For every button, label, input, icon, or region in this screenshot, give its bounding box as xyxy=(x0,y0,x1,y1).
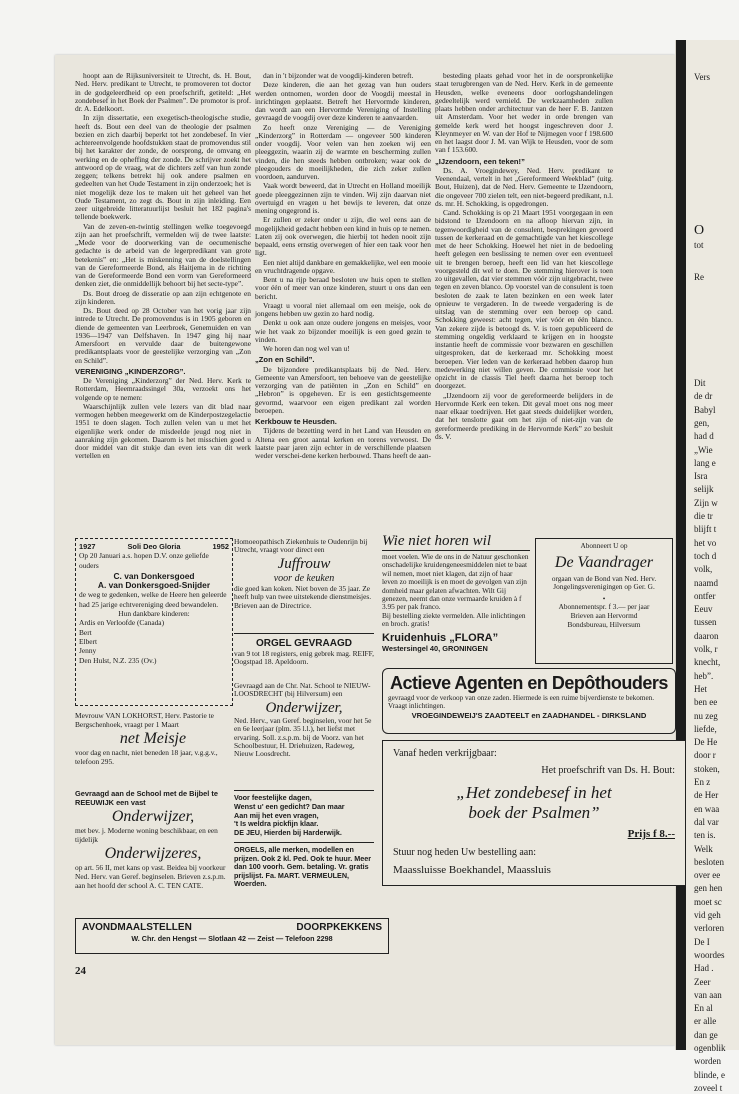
book-price: Prijs f 8.-- xyxy=(627,828,675,840)
child-name: Jenny xyxy=(79,646,97,656)
section-heading: Kerkbouw te Heusden. xyxy=(255,417,337,426)
paragraph: Ds. A. Vroegindewey, Ned. Herv. predikant te Veenendaal, vertelt in het „Gereformeerd Weekblad” (uitg. Bout, Huizen), dat de Ned. Herv. Gemeente te IJzendoorn, die ongeveer 700 zielen telt, een niet-begeerd predikant, n.l. ds. mr. H. Schokking, is opgedrongen. xyxy=(435,165,613,208)
paragraph: Vaak wordt beweerd, dat in Utrecht en Holland moeilijk goede pleeggezinnen zijn te vinden. Wij zijn daarvan niet overtuigd en vragen u het bewijs te leveren, dat onze mening ongegrond is. xyxy=(255,181,431,215)
paragraph: dan in 't bijzonder wat de voogdij-kinderen betreft. xyxy=(263,71,414,80)
paragraph: Bent u na rijp beraad besloten uw huis open te stellen voor één of meer van onze kinderen, stuurt u ons dan een bericht. xyxy=(255,275,431,301)
ad-body: ORGELS, alle merken, modellen en prijzen. Ook 2 kl. Ped. Ook te huur. Meer dan 100 voorh. Gem. betaling. Vr. gratis prijslijst. Fa. MART. VERMEULEN, Woerden. xyxy=(234,845,371,889)
paragraph: hoopt aan de Rijksuniversiteit te Utrecht, ds. H. Bout, Ned. Herv. predikant te Utrecht, te promoveren tot doctor in de godgeleerdheid op een proefschrift, getiteld: „Het zondebesef in het Boek der Psalmen”. De promotor is prof. dr. A. Edelkoort. xyxy=(75,71,251,113)
edge-text-fragment: Re xyxy=(694,272,704,282)
edge-text-fragment: tussen xyxy=(694,617,717,628)
edge-text-fragment: moet sc xyxy=(694,896,722,907)
year-start: 1927 xyxy=(79,542,96,551)
address-line: Bondsbureau, Hilversum xyxy=(567,619,641,629)
ad-intro: Abonneert U op xyxy=(580,541,628,550)
book-title-line-1: „Het zondebesef in het xyxy=(456,783,612,802)
paragraph: De bijzondere predikantsplaats bij de Ned. Herv. Gemeente van Amersfoort, ten behoeve van de geestelijke verzorging van de patiënten in „Zon en Schild” en „Hebron” is opgeheven. Er is een gestichtsgemeente gevormd, waarvoor een eigen predikant zal worden beroepen. xyxy=(255,364,431,415)
edge-text-fragment: had d xyxy=(694,431,714,442)
paragraph: We horen dan nog wel van u! xyxy=(263,344,350,353)
paragraph: Een niet altijd dankbare en gemakkelijke, wel een mooie en vruchtdragende opgave. xyxy=(255,257,431,275)
product-right: DOORPKEKKENS xyxy=(296,922,382,933)
edge-text-fragment: Had . xyxy=(694,963,714,974)
ad-orgel-gevraagd xyxy=(234,637,374,667)
ad-avondmaalstellen xyxy=(75,918,389,954)
edge-text-fragment: blinde, e xyxy=(694,1069,725,1080)
ad-title: net Meisje xyxy=(119,730,187,748)
ad-intro: Mevrouw VAN LOKHORST, Herv. Pastorie te Bergschenhoek, vraagt per 1 Maart xyxy=(75,711,214,729)
edge-text-fragment: van aan xyxy=(694,989,722,1000)
ad-line: Aan mij het even vragen, xyxy=(234,810,319,820)
edge-text-fragment: „Wie xyxy=(694,444,713,455)
edge-text-fragment: De I xyxy=(694,936,710,947)
book-title-line-2: boek der Psalmen” xyxy=(468,803,600,822)
paragraph: Er zullen er zeker onder u zijn, die wel eens aan de mogelijkheid gedacht hebben een kind in huis op te nemen. Laten zij ook overwegen, die hierbij tot heden nooit zijn bepaald, eens ernstig overwegen of hier een taak voor hen ligt. xyxy=(255,215,431,258)
child-name: Ardis en Verloofde (Canada) xyxy=(79,618,165,628)
edge-text-fragment: Eeuv xyxy=(694,604,713,615)
page-gutter-shadow xyxy=(676,40,686,1050)
ad-agenten xyxy=(382,668,676,734)
edge-text-fragment: Zeer xyxy=(694,976,711,987)
ad-net-meisje xyxy=(75,712,231,766)
section-heading: VERENIGING „KINDERZORG”. xyxy=(75,366,186,376)
section-heading: „Zon en Schild”. xyxy=(255,355,315,365)
paragraph: Ds. Bout deed op 28 October van het vorig jaar zijn intrede te Utrecht. De promovendus is in 1905 geboren en diende de gemeenten van Leerbroek, Genemuiden en van 1936—1947 van Delfshaven. In 1947 ging hij naar Amersfoort en vervulde daar de buitengewone predikantsplaats voor de geestelijke verzorging van „Zon en Schild”. xyxy=(75,306,251,365)
ad-line: Vanaf heden verkrijgbaar: xyxy=(393,748,497,759)
section-heading: „IJzendoorn, een teken!” xyxy=(435,156,525,166)
ad-body: op art. 56 II, met kans op vast. Beidea bij voorkeur Ned. Herv. van Geref. beginselen. Brieven z.s.p.m. aan het hoofd der school A. C. TEN CATE. xyxy=(75,863,226,890)
year-end: 1952 xyxy=(212,542,229,551)
couple-name-2: A. van Donkersgoed-Snijder xyxy=(97,580,211,591)
edge-text-fragment: De He xyxy=(694,737,718,748)
ad-title: ORGEL GEVRAAGD xyxy=(256,638,352,649)
paragraph: In zijn dissertatie, een exegetisch-theologische studie, heeft ds. Bout een deel van de theologie der psalmen bezien en zich daarbij beperkt tot het zondebesef. In vier achtereenvolgende hoofdstukken staat de promovendus stil bij het karakter der zonde, de oorsprong, de omvang en werking en de opheffing der zonde. De schrijver zoekt het antwoord op de vraag, wat de dichters zelf van hun zonde zeggen; telkens betrekt hij ook andere psalmen en gedeelten van het Oude Testament in zijn onderzoek; het is niet mogelijk deze los te maken uit het geheel van het Oude Testament, zo zegt ds. Bout in zijn inleiding. Een zeer uitgebreide litteratuurlijst besluit het 182 pagina's tellende boekwerk. xyxy=(75,113,251,222)
article-column-2 xyxy=(255,72,431,532)
article-column-3 xyxy=(435,72,613,532)
product-left: AVONDMAALSTELLEN xyxy=(82,922,192,933)
edge-text-fragment: Dit xyxy=(694,378,706,388)
edge-text-fragment: blijft t xyxy=(694,524,717,535)
address: Den Hulst, N.Z. 235 (Ov.) xyxy=(79,655,157,665)
edge-text-fragment: En z xyxy=(694,777,711,787)
ad-gedicht xyxy=(234,794,374,838)
ad-proefschrift xyxy=(382,740,686,886)
company-name: VROEGINDEWEIJ'S ZAADTEELT en ZAADHANDEL - DIRKSLAND xyxy=(411,710,647,720)
ad-intro: Gevraagd aan de Chr. Nat. School te NIEUW-LOOSDRECHT (bij Hilversum) een xyxy=(234,681,371,699)
paragraph: Deze kinderen, die aan het gezag van hun ouders werden ontnomen, worden door de Voogdij meestal in inrichtingen geplaatst. Betreft het Hervormde kinderen, dan wordt aan een Hervormde Vereniging of Instelling gevraagd de voogdij over deze kinderen te aanvaarden. xyxy=(255,80,431,123)
announcement-line: de weg te gedenken, welke de Heere hen geleerde had 25 jarige echtvereniging deed bewandelen. xyxy=(79,590,227,609)
edge-text-fragment: die tr xyxy=(694,511,713,521)
ad-title: De Vaandrager xyxy=(554,553,654,571)
page-number: 24 xyxy=(75,965,86,977)
paragraph: „IJzendoorn zij voor de gereformeerde belijders in de Hervormde Kerk een teken. Dit geval moet ons nog meer naar elkaar toedrijven. Het gaat steeds duidelijker worden, dat het tenslotte gaat om het zijn of niet-zijn van de gereformeerde prediking in de Hervormde Kerk” zo besluit ds. V. xyxy=(435,390,613,441)
ad-title: Actieve Agenten en Depôthouders xyxy=(390,673,668,693)
edge-text-fragment: volk, xyxy=(694,564,713,575)
article-column-1 xyxy=(75,72,251,532)
ad-title: Onderwijzer, xyxy=(265,699,343,716)
ad-title: Onderwijzeres, xyxy=(104,845,202,863)
paragraph: Vraagt u vooral niet allemaal om een meisje, ook de jongens hebben uw gezin zo hard nodig. xyxy=(255,300,431,318)
paragraph: Ds. Bout droeg de disseratie op aan zijn echtgenote en zijn kinderen. xyxy=(75,288,251,306)
edge-text-fragment: besloten xyxy=(694,856,724,867)
ad-body: die goed kan koken. Niet boven de 35 jaar. Ze heeft hulp van twee uitstekende dienstmeisjes. Brieven aan de Directrice. xyxy=(234,583,372,610)
edge-text-fragment: Het xyxy=(694,683,707,694)
edge-text-fragment: Zijn w xyxy=(694,497,718,508)
edge-text-fragment: worden xyxy=(694,1056,721,1067)
ad-anniversary xyxy=(75,538,233,706)
edge-text-fragment: er alle xyxy=(694,1016,717,1027)
edge-text-fragment: dan ge xyxy=(694,1029,718,1040)
subscription-price: Abonnementspr. f 3.— per jaar xyxy=(558,602,650,612)
edge-text-fragment: gen hen xyxy=(694,883,723,894)
ad-orgels xyxy=(234,846,374,889)
ad-body: met bev. j. Moderne woning beschikbaar, en een tijdelijk xyxy=(75,826,218,844)
edge-text-fragment: gen, xyxy=(694,417,710,428)
ad-line: Voor feestelijke dagen, xyxy=(234,793,312,802)
paragraph: Denkt u ook aan onze oudere jongens en meisjes, voor wie het vaak zo bijzonder moeilijk is een goed gezin te vinden. xyxy=(255,318,431,344)
edge-text-fragment: Babyl xyxy=(694,404,716,415)
child-name: Elbert xyxy=(79,636,98,646)
edge-text-fragment: knecht, xyxy=(694,657,721,668)
paragraph: Waarschijnlijk zullen vele lezers van dit blad naar vermogen hebben meegewerkt om de Kinderpostzegelactie 1951 te doen slagen. Toch zullen velen van u met het eigenlijke werk onder de misdeelde jeugd nog niet in aanraking zijn gekomen. Daarom is het misschien goed u door middel van dit stukje dan even iets van dit werk vertellen en xyxy=(75,401,251,461)
separator-dot: • xyxy=(602,593,606,603)
divider xyxy=(234,842,374,843)
ad-onderwijzer-loosdrecht xyxy=(234,682,374,759)
address-line: Brieven aan Hervormd xyxy=(570,610,638,620)
shop-address: Westersingel 40, GRONINGEN xyxy=(382,643,488,653)
ad-title: Onderwijzer, xyxy=(111,808,195,826)
ad-onderwijzer-reeuwijk xyxy=(75,790,231,890)
paragraph: besteding plaats gehad voor het in de oorspronkelijke staat terugbrengen van de Ned. Herv. Kerk in de gemeente Heusden, welke eveneens door oorlogshandelingen gedeeltelijk werd vernield. De werkzaamheden zullen plaats hebben onder architectuur van de heer F. B. Jantzen uit Amsterdam. Voor het weder in orde brengen van gemelde kerk werd het hoogst ingeschreven door J. Kleynmeyer en W. van der Hof te Nijmegen voor f 198.600 en het laagst door J. M. van Wijk te Heusden, voor de som van f 153.600. xyxy=(435,71,613,155)
edge-text-fragment: over ee xyxy=(694,870,721,881)
edge-text-fragment: stoken, xyxy=(694,763,720,774)
edge-text-fragment: En al xyxy=(694,1003,713,1014)
ad-body: moet voelen. Wie de ons in de Natuur geschonken onschadelijke kruidengeneesmiddelen niet te baat wil nemen, moet niet klagen, dat zijn of haar leven zo moeilijk is en moet de gevolgen van zijn domheid maar gelaten afwachten. Wilt Gij genezen, neemt dan onze vermaarde kruiden à f 3.95 per pak franco. xyxy=(382,552,529,612)
ad-subtitle: voor de keuken xyxy=(273,572,335,584)
paragraph: Cand. Schokking is op 21 Maart 1951 voorgegaan in een bidstond te IJzendoorn en na afloop hiervan zijn, in tegenwoordigheid van de consulent, besprekingen gevoerd tussen de kerkeraad en de gemachtigde van het kiescollege met de heer Schokking. Hoewel het niet in de bedoeling heeft gelegen een beslissing te nemen over een eventueel uit te brengen beroep, heeft een lid van het kiescollege voorgesteld dit wel te doen. De stemming hierover is toen zo uitgevallen, dat vier stemmen vóór zijn uitgebracht, twee tegen en zeven blanco. Op voorstel van de consulent is toen besloten de zaak te laten bezinken en een week later opnieuw te vergaderen. In de tweede vergadering is de uitslag van de stemming over een beroep op cand. Schokking geweest: acht tegen, vier vóór en één blanco. Van zekere zijde is betoogd ds. V. is toen gepubliceerd de stemming ongeldig verklaard te krijgen en in hoogste instantie heeft de commissie voor bezwaren en geschillen uitgesproken, dat de kerkeraad mr. Schokking moest beroepen. Vier leden van de kerkeraad hebben daarop hun medewerking niet willen geven. De commissie voor het opzicht in de classis Tiel heeft daarna het beroep toch doorgezet. xyxy=(435,208,613,391)
edge-text-fragment: het vo xyxy=(694,537,717,548)
shop-name: Kruidenhuis „FLORA” xyxy=(382,631,499,644)
paragraph: Tijdens de bezetting werd in het Land van Heusden en Altena een groot aantal kerken en torens verwoest. De laatste paar jaren zijn echter in de verschillende plaatsen weder verschei-dene kerken herbouwd. Thans heeft de aan- xyxy=(255,426,431,460)
announcement-line: Op 20 Januari a.s. hopen D.V. onze geliefde ouders xyxy=(79,551,209,570)
edge-text-fragment: O xyxy=(694,223,705,238)
edge-text-fragment: daaron xyxy=(694,630,719,641)
motto: Soli Deo Gloria xyxy=(127,542,181,551)
divider xyxy=(234,633,374,634)
edge-text-fragment: vid geh xyxy=(694,910,721,920)
edge-text-fragment: naamd xyxy=(694,577,718,588)
edge-text-fragment: liefde, xyxy=(694,723,717,734)
edge-text-fragment: en waa xyxy=(694,803,720,814)
ad-title: Juffrouw xyxy=(277,555,331,572)
ad-vaandrager xyxy=(535,538,673,664)
edge-text-fragment: selijk xyxy=(694,484,714,495)
edge-text-fragment: de Her xyxy=(694,790,719,801)
edge-text-fragment: door r xyxy=(694,750,716,761)
couple-name-1: C. van Donkersgoed xyxy=(113,570,195,581)
ad-line: Wenst u' een gedicht? Dan maar xyxy=(234,801,345,811)
edge-text-fragment: nu zeg xyxy=(694,710,718,721)
edge-text-fragment: ogenblik xyxy=(694,1043,726,1053)
children-label: Hun dankbare kinderen: xyxy=(118,609,190,619)
ad-order-note: Bij bestelling ziekte vermelden. Alle inlichtingen en broch. gratis! xyxy=(382,610,526,629)
edge-text-fragment: lang e xyxy=(694,457,716,468)
ad-body: van 9 tot 18 registers, enig gebrek mag. REIFF, Oogstpad 18. Apeldoorn. xyxy=(234,649,375,667)
ad-line: Het proefschrift van Ds. H. Bout: xyxy=(541,765,675,776)
divider xyxy=(234,790,374,791)
paragraph: De Vereniging „Kinderzorg” der Ned. Herv. Kerk te Rotterdam, Heemraadssingel 30a, verzoekt ons het volgende op te nemen: xyxy=(75,376,251,402)
edge-text-fragment: verloren xyxy=(694,923,724,934)
edge-text-fragment: ontfer xyxy=(694,590,716,601)
edge-text-fragment: ben ee xyxy=(694,697,718,708)
edge-text-fragment: tot xyxy=(694,240,704,250)
ad-flora xyxy=(382,532,530,653)
edge-text-fragment: Vers xyxy=(694,72,710,82)
edge-text-fragment: toch d xyxy=(694,550,717,561)
adjacent-page-edge xyxy=(675,40,739,1093)
ad-line: 't Is weldra pickfijn klaar. xyxy=(234,819,319,829)
shop-address: W. Chr. den Hengst — Slotlaan 42 — Zeist — Telefoon 2298 xyxy=(131,934,333,943)
ad-line: DE JEU, Hierden bij Harderwijk. xyxy=(234,828,342,838)
child-name: Bert xyxy=(79,627,92,637)
edge-text-fragment: dal var xyxy=(694,816,719,827)
ad-intro: Gevraagd aan de School met de Bijbel te REEUWIJK een vast xyxy=(75,789,218,807)
ad-juffrouw xyxy=(234,538,374,610)
ad-intro: Homoeopathisch Ziekenhuis te Oudenrijn bij Utrecht, vraagt voor direct een xyxy=(234,537,368,555)
shop-name: Maassluisse Boekhandel, Maassluis xyxy=(393,864,551,876)
ad-body: Ned. Herv., van Geref. beginselen, voor het 5e en 6e leerjaar (plm. 35 l.l.), het liefst met ervaring. Soll. z.s.p.m. bij de Voorz. van het Schoolbestuur, H. Driehuizen, Radeweg, Nieuw Loosdrecht. xyxy=(234,715,372,759)
edge-text-fragment: volk, r xyxy=(694,644,718,654)
paragraph: Van de zeven-en-twintig stellingen welke toegevoegd zijn aan het proefschrift, vermelden wij de twee laatste: „Mede voor de doorwerking van de oecumenische gedachte is de arbeid van de legerpredikant van grote betekenis” en: „Het is miskenning van de doelstellingen van de Gereformeerde Bond, als Haitjema in de richting van de Gereformeerde Bond een vorm van Gereformeerd denken ziet, die onmiddellijk behoort bij het secte-type”. xyxy=(75,221,251,289)
ad-title: Wie niet horen wil xyxy=(382,532,530,551)
ad-body: orgaan van de Bond van Ned. Herv. Jongelingsverenigingen op Ger. G. xyxy=(551,573,657,592)
edge-text-fragment: ten is. xyxy=(694,830,716,841)
paragraph: Zo heeft onze Vereniging — de Vereniging „Kinderzorg” in Rotterdam — ongeveer 500 kinderen onder voogdij. Voor velen van hen zoeken wij een pleeggezin, waarin zij de warmte en bescherming zullen vinden, die hen steeds hebben ontbroken; waar ook de pleegouders de moeilijkheden, die zich zeker zullen voordoen, aandurven. xyxy=(255,122,431,181)
edge-text-fragment: Isra xyxy=(694,471,708,482)
edge-text-fragment: woordes xyxy=(694,949,725,960)
ad-line: Stuur nog heden Uw bestelling aan: xyxy=(393,847,537,858)
edge-text-fragment: de dr xyxy=(694,391,713,402)
edge-text-fragment: zoveel t xyxy=(694,1082,723,1093)
edge-text-fragment: heb”. xyxy=(694,670,714,681)
edge-text-fragment: Welk xyxy=(694,843,713,854)
ad-body: gevraagd voor de verkoop van onze zaden. Hiermede is een ruime bijverdienste te bekomen. Vraagt inlichtingen. xyxy=(388,694,655,711)
ad-body: voor dag en nacht, niet beneden 18 jaar, v.g.g.v., telefoon 295. xyxy=(75,748,218,766)
